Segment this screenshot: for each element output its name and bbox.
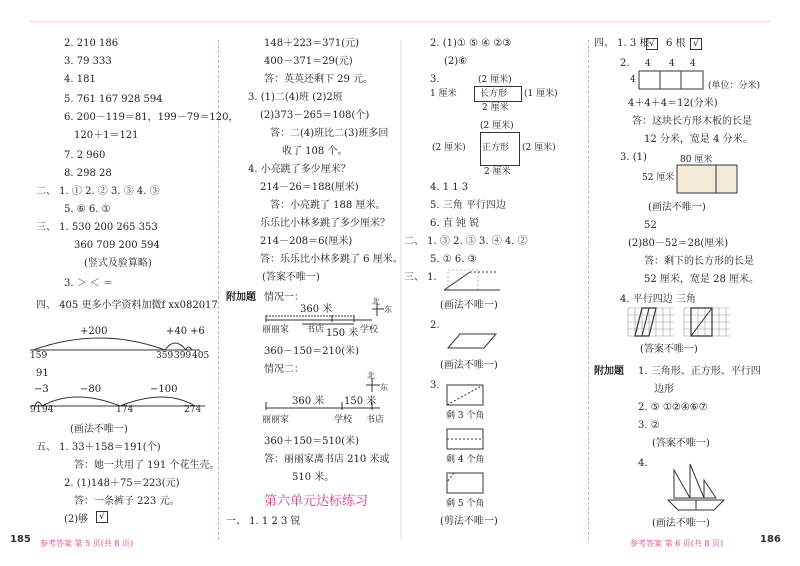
answer-line: 120＋1＝121 <box>74 130 139 141</box>
answer-line: 2. (1)① ⑤ ④ ②③ <box>430 38 512 49</box>
number-line-label: 359 <box>156 351 174 361</box>
cut-label: 剩 5 个角 <box>446 499 485 509</box>
parallelogram-shape <box>448 332 508 352</box>
number-line-label: 91 <box>30 405 42 415</box>
dimension-label: (1 厘米) <box>524 89 558 99</box>
page-number-left: 185 <box>10 534 31 545</box>
dimension-label: (2 厘米) <box>478 75 512 85</box>
column-divider <box>400 40 402 540</box>
dimension-label: (2 厘米) <box>522 143 556 153</box>
segment-label: 4 <box>669 59 675 69</box>
drawing-note: (画法不唯一) <box>440 300 498 311</box>
dimension-label: 2 厘米 <box>482 103 509 113</box>
answer-line: 52 <box>644 220 657 231</box>
answer-line: 边形 <box>654 384 674 395</box>
distance-label: 360 米 <box>300 304 333 315</box>
dimension-label: 80 厘米 <box>680 155 713 165</box>
dimension-label: 2 厘米 <box>484 167 511 177</box>
place-label: 学校 <box>360 325 379 335</box>
answer-line: 8. 298 28 <box>64 168 112 179</box>
answer-line: 乐乐比小林多跳了多少厘米？ <box>260 218 390 229</box>
answer-line: 7. 2 960 <box>64 150 106 161</box>
answer-line: 答：小亮跳了 188 厘米。 <box>270 200 386 211</box>
segmented-rectangle <box>638 70 704 92</box>
number-line-label: −3 <box>34 384 49 395</box>
segment-label: 4 <box>630 75 636 85</box>
dimension-label: 1 厘米 <box>430 89 457 99</box>
number-line-label: 399 <box>174 351 192 361</box>
place-label: 书店 <box>306 325 325 335</box>
cut-rectangle-3 <box>446 472 486 496</box>
number-line-label: 174 <box>116 405 134 415</box>
shape-label: 正方形 <box>482 143 510 153</box>
segment-label: 4 <box>645 59 651 69</box>
answer-line: 情况一： <box>264 292 304 303</box>
answer-line: 2. 210 186 <box>64 38 119 49</box>
section-3-line: 360 709 200 594 <box>74 240 160 251</box>
unit-note: (单位：分米) <box>708 81 761 91</box>
answer-line: 2. <box>430 320 440 331</box>
number-line-label: −100 <box>150 384 178 395</box>
number-line-label: 274 <box>184 405 202 415</box>
angle-drawing <box>440 268 510 296</box>
compass-north: 北 <box>367 371 375 380</box>
answer-line: 二、 1. ③ 2. ③ 3. ④ 4. ② <box>404 236 528 247</box>
answer-line: 6. 直 钝 锐 <box>430 218 480 229</box>
answer-line: 5. 三角 平行四边 <box>430 200 506 211</box>
drawing-note: (画法不唯一) <box>648 202 706 213</box>
drawing-note: (画法不唯一) <box>70 424 128 435</box>
answer-line: 510 米。 <box>292 472 335 483</box>
number-line-label: 94 <box>42 405 54 415</box>
answer-line: 4. 平行四边 三角 <box>620 294 696 305</box>
cut-label: 剩 4 个角 <box>446 455 485 465</box>
answer-line: 答：这块长方形木板的长是 <box>632 116 752 127</box>
answer-line: (2)80－52＝28(厘米) <box>628 238 729 249</box>
section-5-line: 答：一条裤子 223 元。 <box>74 496 180 507</box>
number-line-label: +200 <box>80 326 108 337</box>
answer-line: 四、 1. 3 根 <box>594 38 650 49</box>
grid-drawing-1 <box>628 308 676 338</box>
answer-line: 答：剩下的长方形的长是 <box>644 256 754 267</box>
footer-right: 参考答案 第 6 页(共 8 页) <box>630 539 724 548</box>
answer-line: 1. 三角形、正方形、平行四 <box>638 366 761 377</box>
answer-line: 3. <box>430 380 440 391</box>
answer-line: 214－208＝6(厘米) <box>260 236 353 247</box>
section-3-line: 3. ＞ ＜ ＝ <box>64 278 114 289</box>
answer-line: 5. 761 167 928 594 <box>64 94 163 105</box>
answer-line: 一、 1. 1 2 3 锐 <box>226 516 301 527</box>
answer-line: 3. ② <box>638 420 660 431</box>
answer-line: 4. <box>638 458 648 469</box>
section-5-line: 答：她一共用了 191 个花生壳。 <box>74 460 220 471</box>
answer-line: 2. <box>620 58 630 69</box>
answer-line: 3. <box>430 74 440 85</box>
answer-line: (2)⑥ <box>444 56 468 67</box>
tangram-figure <box>664 460 728 514</box>
answer-line: 400－371＝29(元) <box>264 56 353 67</box>
drawing-note: (画法不唯一) <box>440 360 498 371</box>
answer-line: 答：丽丽家离书店 210 米或 <box>264 454 390 465</box>
answer-line: 答：二(4)班比二(3)班多回 <box>270 128 389 139</box>
answer-line: 360－150＝210(米) <box>264 346 360 357</box>
number-line-label: +6 <box>190 326 205 337</box>
section-3-note: (竖式及验算略) <box>84 258 152 269</box>
distance-label: 150 米 <box>326 328 359 339</box>
answer-line: 2. ⑤ ①②④⑥⑦ <box>638 402 708 413</box>
answer-line: 214－26＝188(厘米) <box>260 182 359 193</box>
segment-label: 4 <box>690 59 696 69</box>
answer-line: 3. 79 333 <box>64 56 112 67</box>
bonus-title: 附加题 <box>594 366 624 377</box>
place-label: 丽丽家 <box>262 325 290 335</box>
answer-line: 6 根 <box>666 38 686 49</box>
answer-line: 4. 小亮跳了多少厘米？ <box>248 164 351 175</box>
page-number-right: 186 <box>760 534 781 545</box>
distance-label: 360 米 <box>292 396 325 407</box>
answer-line: 91 <box>36 368 49 379</box>
cut-rectangle-1 <box>446 384 486 408</box>
answer-line: 答：乐乐比小林多跳了 6 厘米。 <box>260 254 403 265</box>
answer-line: 情况二： <box>264 364 304 375</box>
section-2-line: 二、 1. ① 2. ② 3. ③ 4. ③ <box>36 186 160 197</box>
number-line-label: 405 <box>192 351 210 361</box>
answer-line: 12 分米，宽是 4 分米。 <box>644 134 753 145</box>
answer-line: 5. ① 6. ③ <box>430 254 477 265</box>
distance-label: 150 米 <box>344 396 377 407</box>
place-label: 书店 <box>366 415 385 425</box>
answer-line: 4. 181 <box>64 74 96 85</box>
answer-line: 52 厘米，宽是 28 厘米。 <box>644 274 759 285</box>
compass-east: 东 <box>384 305 392 314</box>
compass-east: 东 <box>380 383 388 392</box>
number-line-label: −80 <box>80 384 102 395</box>
place-label: 丽丽家 <box>262 415 290 425</box>
dimension-label: (2 厘米) <box>432 143 466 153</box>
footer-left: 参考答案 第 5 页(共 8 页) <box>40 539 134 548</box>
answer-line: 6. 200－119＝81，199－79＝120， <box>64 112 239 123</box>
dimension-label: 52 厘米 <box>642 173 675 183</box>
answer-line: 答：英英还剩下 29 元。 <box>264 74 374 85</box>
answer-line: 三、 1. <box>404 272 437 283</box>
answer-line: 4＋4＋4＝12(分米) <box>628 98 718 109</box>
check-box: √ <box>96 511 108 523</box>
answer-line: 4. 1 1 3 <box>430 182 469 193</box>
cut-label: 剩 3 个角 <box>446 411 485 421</box>
section-2-line: 5. ⑥ 6. ① <box>64 204 111 215</box>
column-divider <box>588 40 589 540</box>
check-box: √ <box>646 38 658 50</box>
section-5-line: 五、 1. 33＋158＝191(个) <box>36 442 161 453</box>
number-line-label: +40 <box>166 326 188 337</box>
answer-note: (答案不唯一) <box>640 344 698 355</box>
answer-note: (答案不唯一) <box>262 272 320 283</box>
shape-label: 长方形 <box>480 89 508 99</box>
answer-line: 148＋223＝371(元) <box>264 38 360 49</box>
answer-line: 收了 108 个。 <box>282 146 348 157</box>
place-label: 学校 <box>334 415 353 425</box>
answer-line: 3. (1) <box>620 152 647 163</box>
section-5-line: 2. (1)148＋75＝223(元) <box>64 478 180 489</box>
section-3-line: 三、 1. 530 200 265 353 <box>36 222 158 233</box>
section-4-line: 四、 405 更多小学资料加微f xx082017 <box>36 300 218 311</box>
answer-line: (2)373－265＝108(个) <box>260 110 370 121</box>
drawing-note: (剪法不唯一) <box>440 516 498 527</box>
compass-north: 北 <box>372 297 380 306</box>
answer-line: 360＋150＝510(米) <box>264 436 360 447</box>
board-drawing <box>676 164 740 196</box>
top-band <box>30 20 770 23</box>
number-line-label: 159 <box>30 351 48 361</box>
unit-title: 第六单元达标练习 <box>264 494 369 509</box>
bonus-title: 附加题 <box>226 292 256 303</box>
cut-rectangle-2 <box>446 428 486 452</box>
check-box: √ <box>690 38 702 50</box>
answer-line: 3. (1)二(4)班 (2)2班 <box>248 92 343 103</box>
answer-note: (答案不唯一) <box>652 438 710 449</box>
drawing-note: (画法不唯一) <box>652 518 710 529</box>
section-5-line: (2)够 <box>64 514 89 525</box>
dimension-label: (2 厘米) <box>480 121 514 131</box>
grid-drawing-2 <box>684 308 732 338</box>
